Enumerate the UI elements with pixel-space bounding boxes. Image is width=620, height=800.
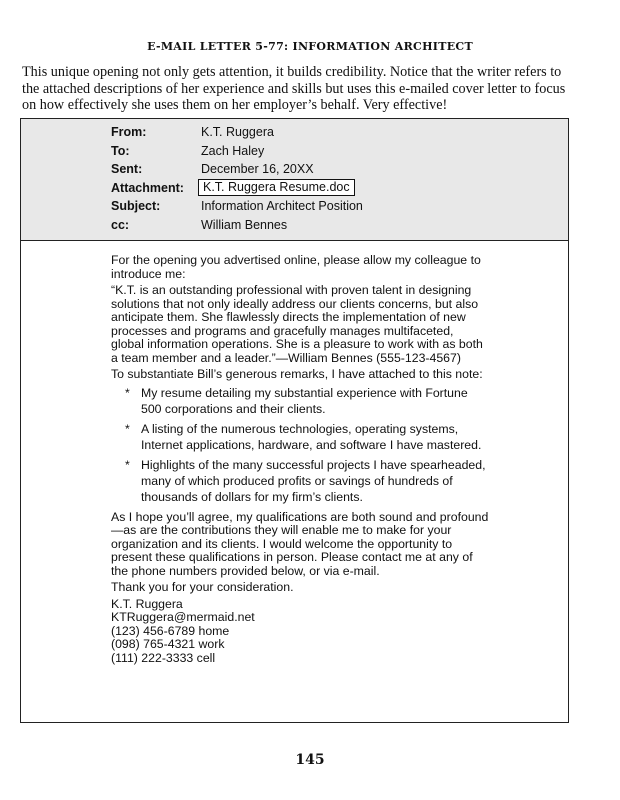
sent-label: Sent: xyxy=(111,162,143,177)
to-value: Zach Haley xyxy=(201,143,265,158)
bullet-item xyxy=(111,457,489,505)
body-paragraph-3: To substantiate Bill’s generous remarks, I have attached to this note: xyxy=(111,367,483,381)
subject-value: Information Architect Position xyxy=(201,199,363,214)
body-paragraph-1: For the opening you advertised online, please allow my colleague to introduce me: xyxy=(111,253,481,281)
attachment-file[interactable]: K.T. Ruggera Resume.doc xyxy=(198,179,355,196)
bullet-text: A listing of the numerous technologies, operating systems, Internet applications, hardware, and software I have mastered. xyxy=(141,421,482,452)
body-paragraph-2: “K.T. is an outstanding professional with proven talent in designing solutions that not only ideally address our clients concerns, but also anticipate them. She flawlessly directs the implementation of new processes and programs and gracefully manages multifaceted, global information operations. She is a pleasure to work with as both a team member and a leader.”—William Bennes (555-123-4567) xyxy=(111,283,483,365)
attachment-bullet-list xyxy=(111,385,489,505)
bullet-mark: * xyxy=(125,385,130,400)
attachment-label: Attachment: xyxy=(111,180,184,195)
page-number: 145 xyxy=(295,752,325,768)
cc-label: cc: xyxy=(111,217,130,232)
from-label: From: xyxy=(111,125,147,140)
cc-value: William Bennes xyxy=(201,217,288,232)
email-header xyxy=(21,119,568,241)
sent-row xyxy=(21,160,568,179)
to-label: To: xyxy=(111,143,130,158)
bullet-text: Highlights of the many successful projects I have spearheaded, many of which produced profits or savings of hundreds of thousands of dollars for my firm’s clients. xyxy=(141,457,486,504)
cc-row xyxy=(21,216,568,235)
bullet-text: My resume detailing my substantial experience with Fortune 500 corporations and their clients. xyxy=(141,385,468,416)
signature-phone-home: (123) 456-6789 home xyxy=(111,623,230,638)
attachment-row xyxy=(21,179,568,198)
bullet-item xyxy=(111,421,489,453)
body-paragraph-4: As I hope you’ll agree, my qualifications are both sound and profound—as are the contributions they will enable me to make for your organization and its clients. I would welcome the opportunity to present these qualifications in person. Please contact me at any of the phone numbers provided below, or via e-mail. xyxy=(111,509,489,578)
signature-phone-work: (098) 765-4321 work xyxy=(111,637,225,651)
subject-row xyxy=(21,197,568,216)
body-paragraph-5: Thank you for your consideration. xyxy=(111,580,294,594)
email-letter xyxy=(20,118,569,723)
intro-paragraph: This unique opening not only gets attention, it builds credibility. Notice that the writer refers to the attached descriptions of her experience and skills but uses this e-mailed cover letter to focus on how effectively she uses them on her employer’s behalf. Very effective! xyxy=(22,64,566,113)
signature-block xyxy=(111,598,489,666)
from-row xyxy=(21,123,568,142)
to-row xyxy=(21,142,568,161)
signature-name: K.T. Ruggera xyxy=(111,596,183,611)
page-heading: E-MAIL LETTER 5-77: INFORMATION ARCHITECT xyxy=(147,40,473,53)
subject-label: Subject: xyxy=(111,199,161,214)
bullet-mark: * xyxy=(125,421,130,436)
bullet-item xyxy=(111,385,489,417)
from-value: K.T. Ruggera xyxy=(201,125,274,140)
sent-value: December 16, 20XX xyxy=(201,162,314,177)
signature-phone-cell: (111) 222-3333 cell xyxy=(111,650,216,665)
bullet-mark: * xyxy=(125,457,130,472)
email-body xyxy=(111,254,489,665)
signature-email[interactable]: KTRuggera@mermaid.net xyxy=(111,610,255,624)
